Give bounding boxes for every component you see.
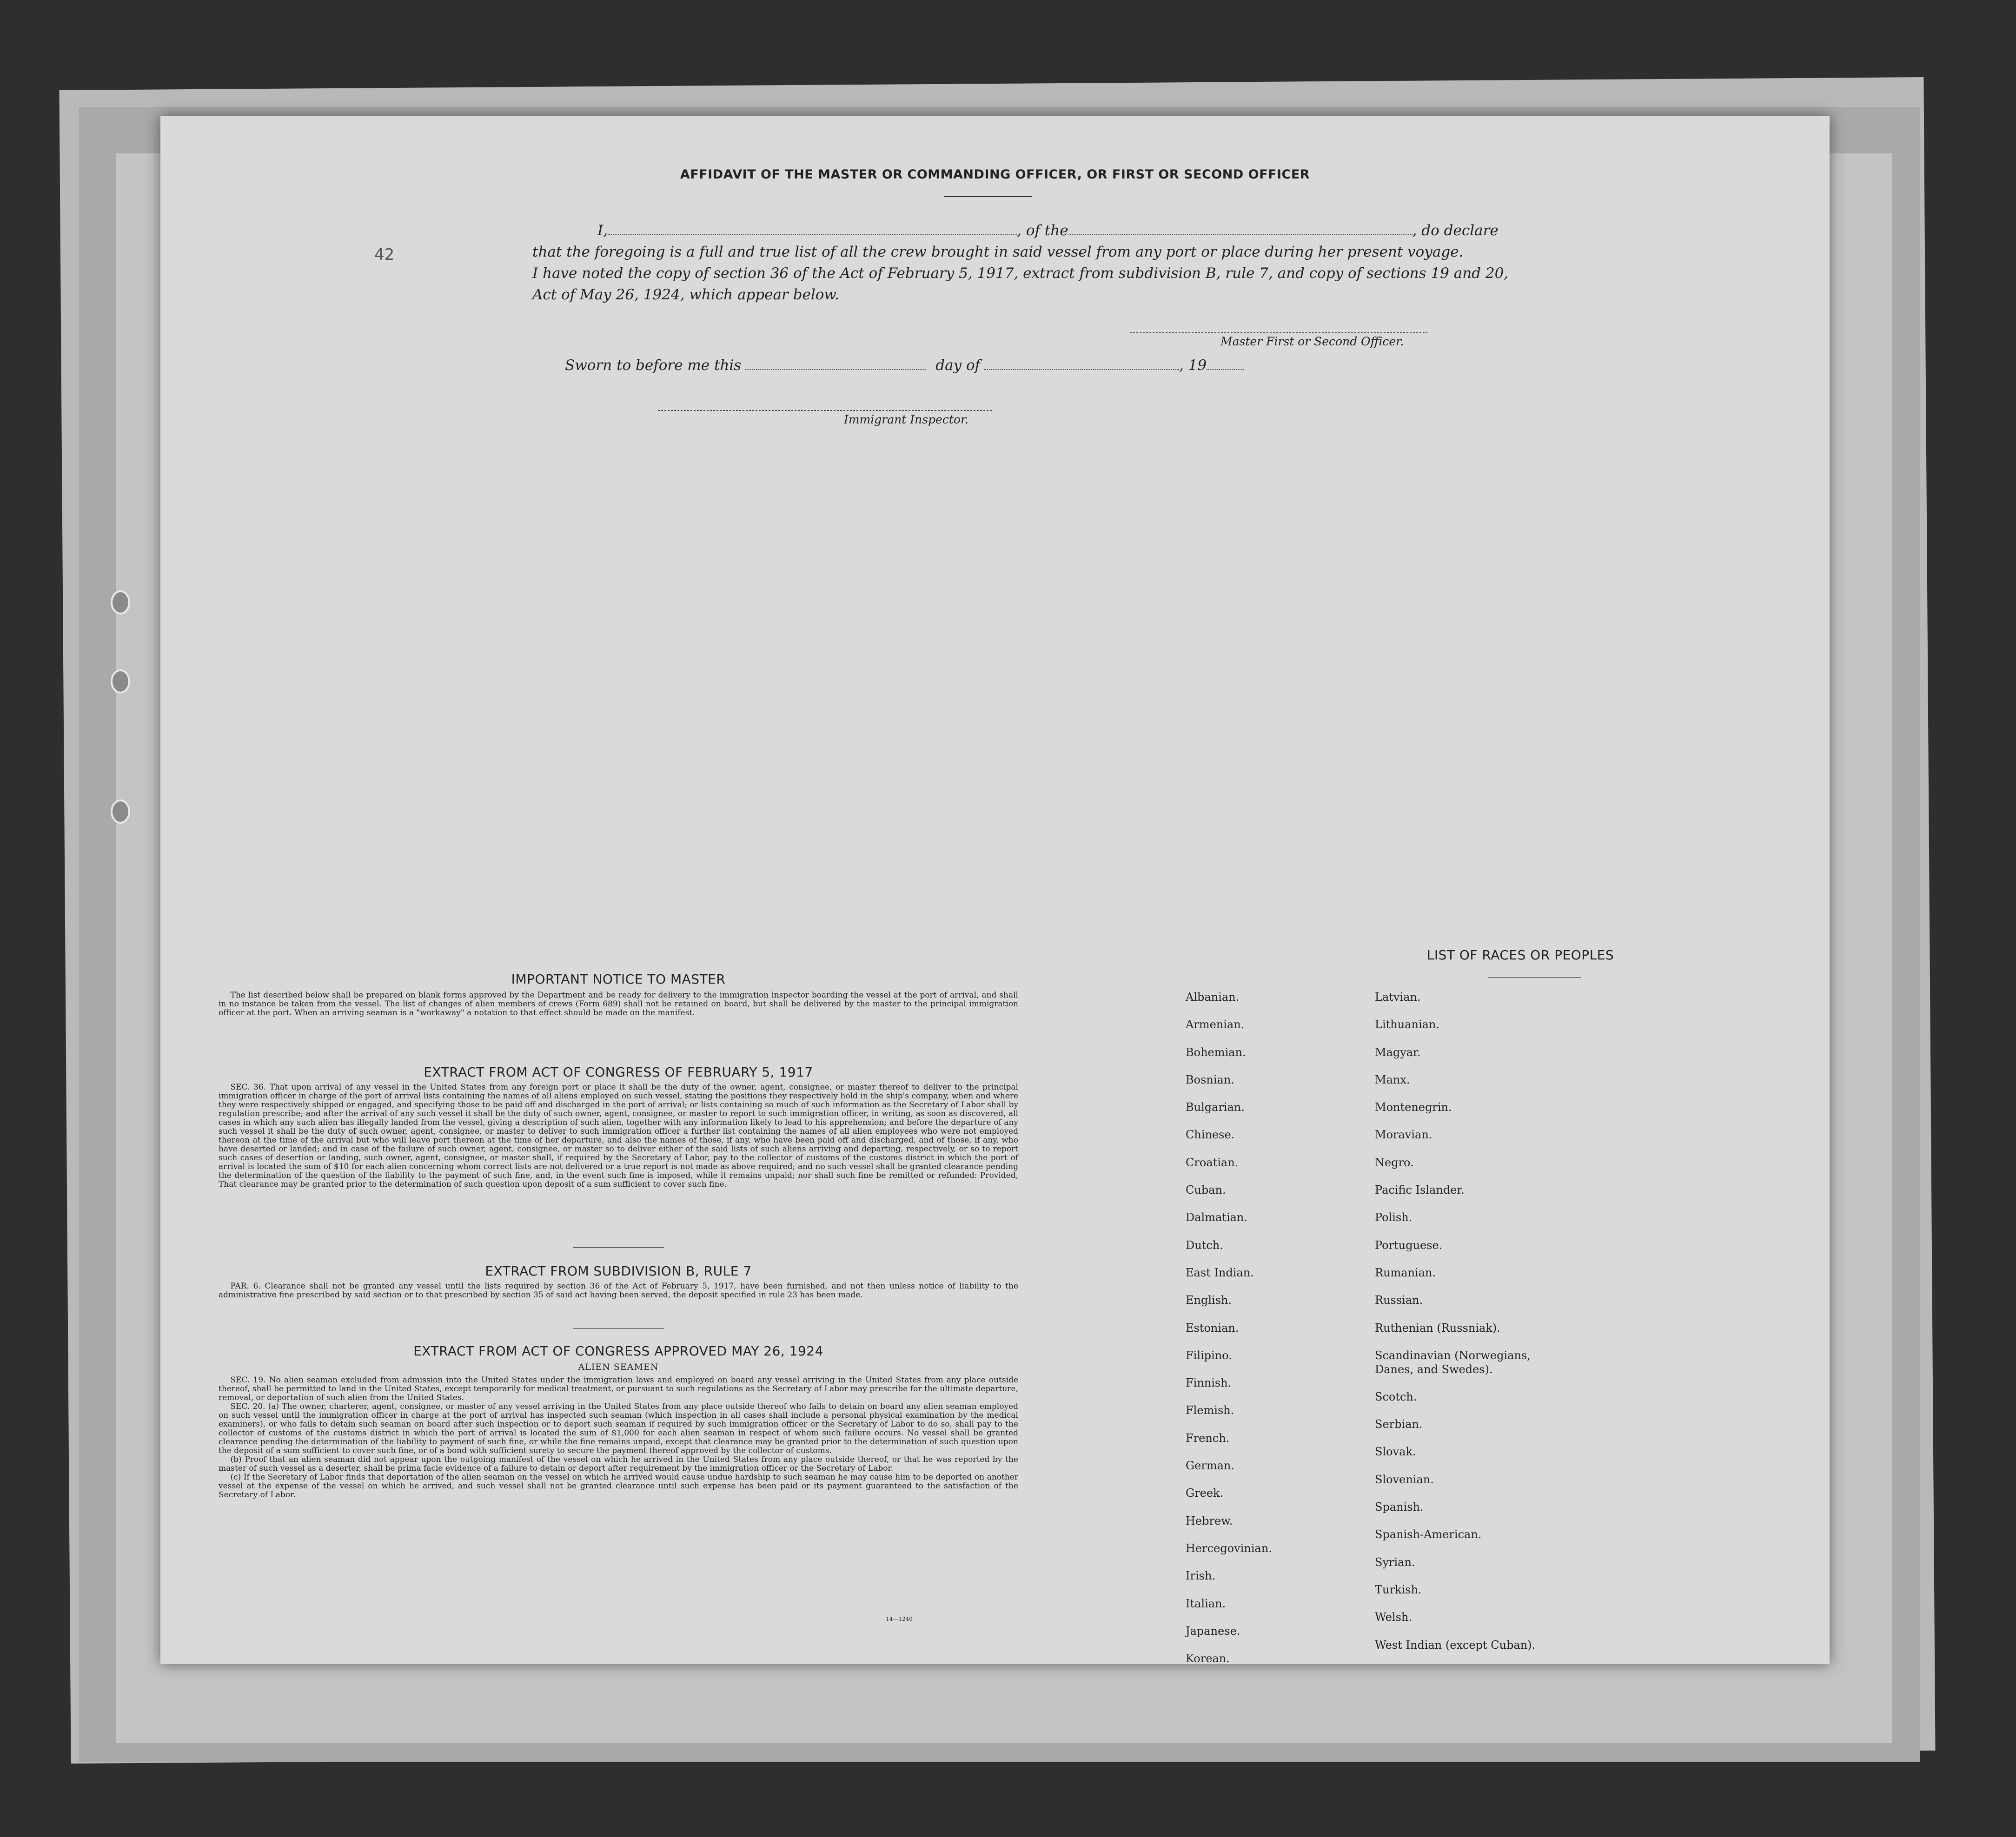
race-item: Chinese.: [1186, 1128, 1235, 1142]
races-left-column: [1186, 990, 1367, 1679]
race-item: Slovenian.: [1375, 1473, 1434, 1486]
form-code: 14—1240: [886, 1616, 913, 1622]
race-item: Magyar.: [1375, 1045, 1421, 1059]
race-item: Bosnian.: [1186, 1073, 1234, 1086]
race-item: Serbian.: [1375, 1418, 1423, 1431]
extract-1924-heading: EXTRACT FROM ACT OF CONGRESS APPROVED MAY 26, 1924: [413, 1343, 823, 1359]
race-item: Negro.: [1375, 1156, 1414, 1169]
name-blank[interactable]: [608, 223, 1017, 235]
race-item: Bulgarian.: [1186, 1101, 1245, 1114]
race-item: Korean.: [1186, 1652, 1230, 1665]
race-item: Rumanian.: [1375, 1266, 1436, 1279]
par-6-paragraph: PAR. 6. Clearance shall not be granted any vessel until the lists required by section 36 of the Act of February 5, 1917, have been furnished, and not then unless notice of liability to the administrative fine prescribed by said section or to that prescribed by section 35 of said act having been served, the deposit specified in rule 23 has been made.: [219, 1282, 1018, 1300]
notice-paragraph: The list described below shall be prepared on blank forms approved by the Department and be ready for delivery to the immigration inspector boarding the vessel at the port of arrival, and shall in no instance be taken from the vessel. The list of changes of alien members of crews (Form 689) shall not be retained on board, but shall be delivered by the master to the principal immigration officer at the port. When an arriving seaman is a "workaway" a notation to that effect should be made on the manifest.: [219, 991, 1018, 1018]
race-item: Montenegrin.: [1375, 1101, 1452, 1114]
race-item: Moravian.: [1375, 1128, 1432, 1142]
affidavit-line-3: I have noted the copy of section 36 of the Act of February 5, 1917, extract from subdivision B, rule 7, and copy of sections 19 and 20,: [532, 265, 1509, 282]
race-item: Estonian.: [1186, 1321, 1239, 1335]
race-item: German.: [1186, 1459, 1234, 1473]
race-item: Russian.: [1375, 1294, 1423, 1307]
section-20c-paragraph: (c) If the Secretary of Labor finds that deportation of the alien seaman on the vessel on which he arrived would cause undue hardship to such seaman he may cause him to be deported on another vessel at the expense of the vessel on which he arrived, and such vessel shall not be granted clearance until such expense has been paid or its payment guaranteed to the satisfaction of the Secretary of Labor.: [219, 1473, 1018, 1500]
race-item: Slovak.: [1375, 1445, 1416, 1459]
manifest-page: [160, 116, 1830, 1664]
section-19-paragraph: SEC. 19. No alien seaman excluded from admission into the United States under the immigration laws and employed on board any vessel arriving in the United States from any place outside thereof, shall be permitted to land in the United States, except temporarily for medical treatment, or pursuant to such regulations as the Secretary of Labor may prescribe for the ultimate departure, removal, or deportation of such alien from the United States.: [219, 1375, 1018, 1402]
race-item: Filipino.: [1186, 1348, 1232, 1362]
extract-1917-text: [219, 1083, 1018, 1189]
section-20a-paragraph: SEC. 20. (a) The owner, charterer, agent, consignee, or master of any vessel arriving in the United States from any place outside thereof who fails to detain on board any alien seaman employed on such vessel until the immigration officer in charge at the port of arrival has inspected such seaman (which inspection in all cases shall include a personal physical examination by the medical examiners), or who fails to detain such seaman on board after such inspection or to deport such seaman if required by such immigration officer or the Secretary of Labor to do so, shall pay to the collector of customs of the customs district in which the port of arrival is located the sum of $1,000 for each alien seaman in respect of whom such failure occurs. No vessel shall be granted clearance pending the determination of the liability to payment of such fine, or while the fine remains unpaid, except that clearance may be granted prior to the determination of such question upon the deposit of a sum sufficient to cover such fine, or of a bond with sufficient surety to secure the payment thereof approved by the collector of customs.: [219, 1402, 1018, 1455]
race-item: Cuban.: [1186, 1183, 1226, 1197]
year-blank[interactable]: [1207, 358, 1244, 370]
race-item: Greek.: [1186, 1487, 1224, 1500]
races-heading: LIST OF RACES OR PEOPLES: [1426, 947, 1614, 963]
inspector-label: Immigrant Inspector.: [844, 413, 969, 426]
affidavit-i: I,: [597, 222, 608, 239]
race-item: Spanish.: [1375, 1500, 1424, 1514]
race-item: Finnish.: [1186, 1376, 1232, 1390]
month-blank[interactable]: [984, 358, 1179, 370]
race-item: West Indian (except Cuban).: [1375, 1638, 1536, 1652]
race-item: Scotch.: [1375, 1390, 1417, 1403]
notice-text: [219, 991, 1018, 1018]
divider: [573, 1328, 664, 1329]
race-item: Welsh.: [1375, 1611, 1412, 1624]
vessel-blank[interactable]: [1068, 223, 1413, 235]
binder-hole: [111, 669, 130, 694]
race-item: English.: [1186, 1294, 1232, 1307]
race-item: Hercegovinian.: [1186, 1541, 1272, 1555]
race-item: Irish.: [1186, 1569, 1216, 1583]
race-item: Albanian.: [1186, 991, 1240, 1004]
race-item: Portuguese.: [1375, 1238, 1443, 1252]
sworn-label: Sworn to before me this: [565, 357, 742, 374]
race-item: Syrian.: [1375, 1555, 1415, 1569]
race-item: Croatian.: [1186, 1156, 1239, 1169]
master-label: Master First or Second Officer.: [1220, 335, 1404, 348]
section-36-paragraph: SEC. 36. That upon arrival of any vessel in the United States from any foreign port or place it shall be the duty of the owner, agent, consignee, or master thereof to deliver to the principal immigration officer in charge of the port of arrival lists containing the names of all aliens employed on such vessel, stating the positions they respectively hold in the ship's company, when and where they were respectively shipped or engaged, and specifying those to be paid off and discharged in the port of arrival; or lists containing so much of such information as the Secretary of Labor shall by regulation prescribe; and after the arrival of any such vessel it shall be the duty of such owner, agent, consignee, or master to report to such immigration officer, in writing, as soon as discovered, all cases in which any such alien has illegally landed from the vessel, giving a description of such alien, together with any information likely to lead to his apprehension; and before the departure of any such vessel it shall be the duty of such owner, agent, consignee, or master to deliver to such immigration officer a further list containing the names of all alien employees who were not employed thereon at the time of the arrival but who will leave port thereon at the time of her departure, and also the names of those, if any, who have been paid off and discharged, and of those, if any, who have deserted or landed; and in case of the failure of such owner, agent, consignee, or master so to deliver either of the said lists of such aliens arriving and departing, respectively, or so to report such cases of desertion or landing, such owner, agent, consignee, or master shall, if required by the Secretary of Labor, pay to the collector of customs of the customs district in which the port of arrival is located the sum of $10 for each alien concerning whom correct lists are not delivered or a true report is not made as above required; and no such vessel shall be granted clearance pending the determination of the question of the liability to the payment of such fine, and, in the event such fine is imposed, while it remains unpaid; nor shall such fine be remitted or refunded: Provided, That clearance may be granted prior to the determination of such question upon deposit of a sum sufficient to cover such fine.: [219, 1083, 1018, 1189]
rule-7-text: [219, 1282, 1018, 1300]
race-item: Bohemian.: [1186, 1045, 1246, 1059]
master-signature-line[interactable]: [1130, 332, 1427, 333]
race-item: Spanish-American.: [1375, 1528, 1482, 1541]
notice-heading: IMPORTANT NOTICE TO MASTER: [511, 971, 726, 987]
inspector-signature-line[interactable]: [658, 410, 993, 411]
binder-hole: [111, 590, 130, 615]
race-item: Japanese.: [1186, 1624, 1240, 1638]
race-item: Dutch.: [1186, 1238, 1223, 1252]
margin-number: 42: [374, 245, 395, 264]
binder-hole: [111, 800, 130, 824]
race-item: Armenian.: [1186, 1018, 1245, 1031]
race-item: Pacific Islander.: [1375, 1183, 1465, 1197]
affidavit-declare: , do declare: [1412, 222, 1499, 239]
affidavit-line-4: Act of May 26, 1924, which appear below.: [532, 286, 840, 303]
race-item: Turkish.: [1375, 1583, 1422, 1596]
race-item: Lithuanian.: [1375, 1018, 1440, 1031]
sworn-date-blank[interactable]: [745, 358, 926, 370]
race-item: Flemish.: [1186, 1404, 1234, 1417]
alien-seamen-subheading: ALIEN SEAMEN: [578, 1362, 659, 1372]
race-item: Hebrew.: [1186, 1514, 1233, 1527]
affidavit-line-1: [565, 222, 1499, 239]
races-right-column: [1375, 990, 1617, 1665]
divider: [573, 1247, 664, 1248]
race-item: Polish.: [1375, 1211, 1413, 1224]
race-item: Latvian.: [1375, 991, 1421, 1004]
race-item: Italian.: [1186, 1597, 1226, 1610]
affidavit-of-the: , of the: [1017, 222, 1068, 239]
extract-1924-text: [219, 1376, 1018, 1500]
year-prefix: , 19: [1179, 357, 1207, 374]
day-of-label: day of: [935, 357, 981, 374]
race-item: Ruthenian (Russniak).: [1375, 1321, 1500, 1335]
race-item: Dalmatian.: [1186, 1211, 1248, 1224]
race-item: Manx.: [1375, 1073, 1410, 1086]
rule-7-heading: EXTRACT FROM SUBDIVISION B, RULE 7: [485, 1263, 752, 1279]
race-item: East Indian.: [1186, 1266, 1254, 1279]
section-20b-paragraph: (b) Proof that an alien seaman did not appear upon the outgoing manifest of the vessel on which he arrived in the United States from any place outside thereof, or that he was reported by the master of such vessel as a deserter, shall be prima facie evidence of a failure to detain or deport after requirement by the immigration officer or the Secretary of Labor.: [219, 1455, 1018, 1473]
affidavit-title: AFFIDAVIT OF THE MASTER OR COMMANDING OFFICER, OR FIRST OR SECOND OFFICER: [680, 167, 1310, 182]
sworn-line: [565, 357, 1244, 374]
divider: [1488, 977, 1581, 978]
affidavit-line-2: that the foregoing is a full and true list of all the crew brought in said vessel from any port or place during her present voyage.: [532, 244, 1464, 260]
divider: [944, 196, 1032, 197]
extract-1917-heading: EXTRACT FROM ACT OF CONGRESS OF FEBRUARY 5, 1917: [424, 1064, 813, 1080]
race-item: Scandinavian (Norwegians, Danes, and Swedes).: [1375, 1348, 1531, 1376]
race-item: French.: [1186, 1431, 1230, 1445]
